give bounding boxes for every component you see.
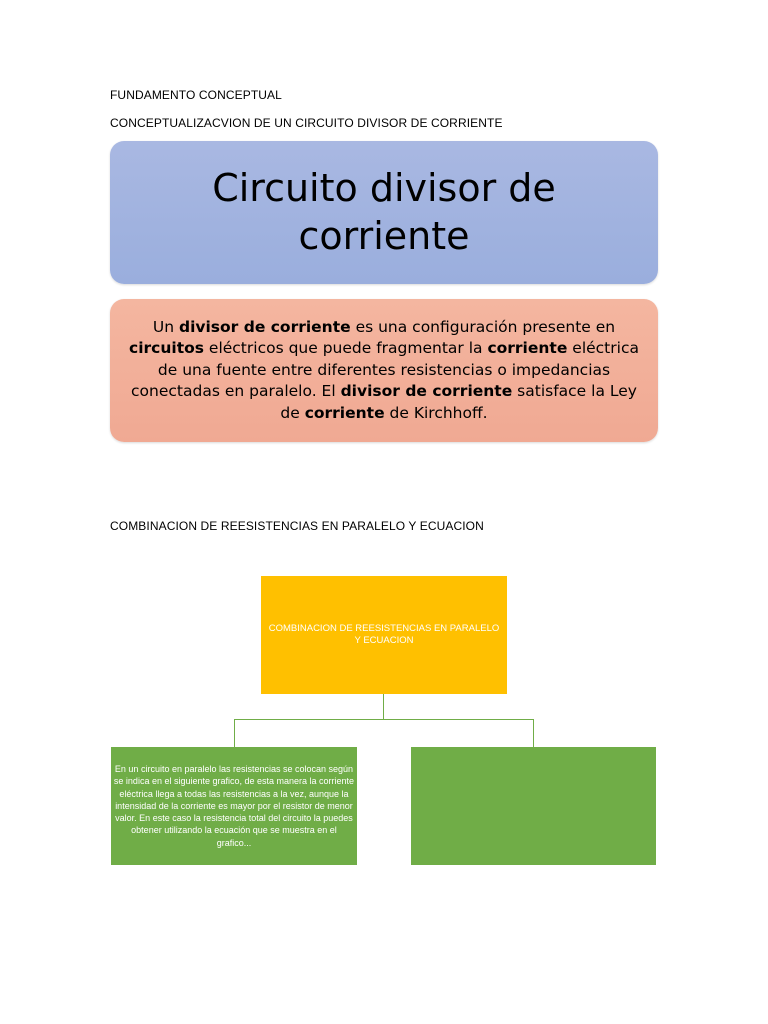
title-card	[110, 141, 658, 284]
description-text	[110, 317, 658, 425]
connector-horizontal	[234, 719, 534, 720]
title-card-text: Circuito divisor de corriente	[212, 166, 556, 258]
description-bold-term: corriente	[487, 339, 568, 358]
description-card	[110, 299, 658, 442]
description-segment: eléctrica de una fuente entre diferentes resistencias o impedancias conectadas en paralelo. El	[131, 339, 639, 401]
connector-left-drop	[234, 719, 235, 747]
description-segment: es una configuración presente en	[350, 317, 616, 336]
connector-vertical-top	[383, 694, 384, 720]
description-segment: eléctricos que puede fragmentar la	[203, 339, 488, 358]
org-chart-left-box	[111, 747, 357, 865]
description-bold-term: circuitos	[129, 339, 204, 358]
description-bold-term: divisor de corriente	[340, 382, 513, 401]
description-bold-term: corriente	[304, 403, 385, 422]
description-segment: de Kirchhoff.	[384, 403, 488, 422]
org-chart-top-text: COMBINACION DE REESISTENCIAS EN PARALELO Y ECUACION	[268, 623, 500, 646]
org-chart-right-box	[411, 747, 656, 865]
org-chart-left-text: En un circuito en paralelo las resistencias se colocan según se indica en el siguiente grafico, de esta manera la corriente eléctrica llega a todas las resistencias a la vez, aunque la intensidad de la corriente es mayor por el resistor de menor valor. En este caso la resistencia total del circuito la puedes obtener utilizando la ecuación que se muestra en el grafico...	[113, 764, 355, 848]
connector-right-drop	[533, 719, 534, 747]
description-bold-term: divisor de corriente	[178, 317, 351, 336]
description-segment: Un	[152, 317, 179, 336]
heading-combinacion: COMBINACION DE REESISTENCIAS EN PARALELO Y ECUACION	[110, 519, 484, 533]
org-chart-top-box	[261, 576, 507, 694]
heading-fundamento-conceptual: FUNDAMENTO CONCEPTUAL	[110, 88, 282, 102]
heading-conceptualizacion: CONCEPTUALIZACVION DE UN CIRCUITO DIVISOR DE CORRIENTE	[110, 116, 503, 130]
description-segment: satisface la Ley de	[280, 382, 637, 422]
